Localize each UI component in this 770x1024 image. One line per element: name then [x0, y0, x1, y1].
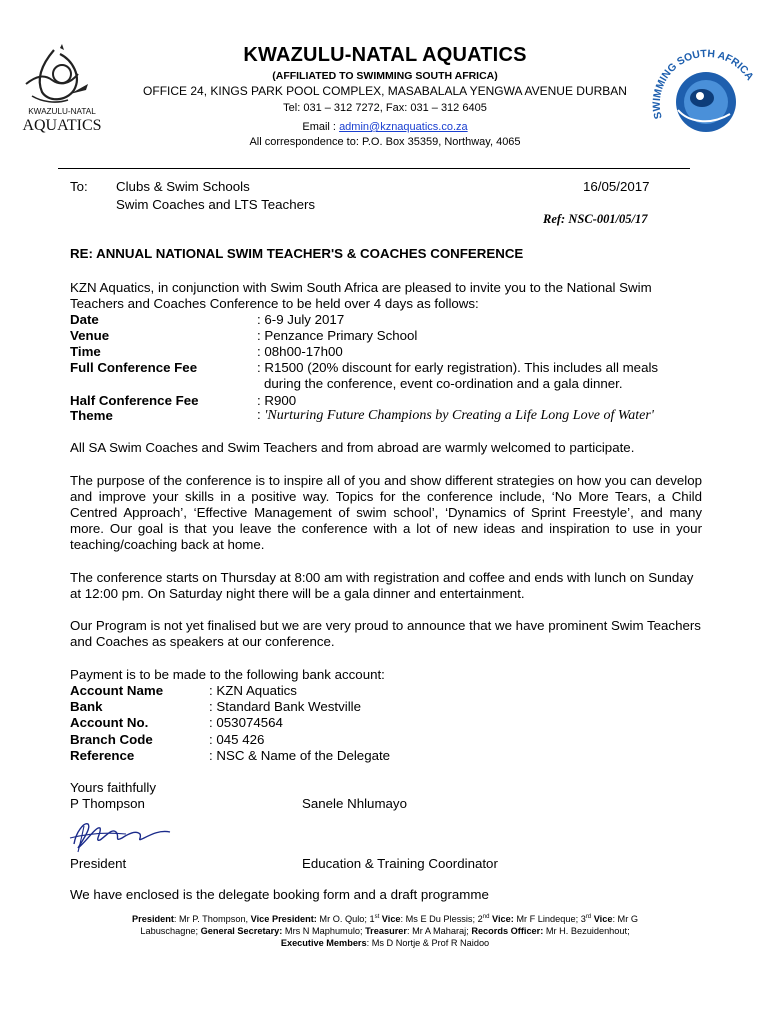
detail-half-fee-value: : R900 — [257, 393, 297, 408]
subject-line: RE: ANNUAL NATIONAL SWIM TEACHER'S & COACHES CONFERENCE — [70, 246, 524, 261]
footer-line2-start: Labuschagne; — [140, 926, 201, 936]
welcome-paragraph: All SA Swim Coaches and Swim Teachers and from abroad are warmly welcomed to participate. — [70, 440, 635, 455]
org-correspondence: All correspondence to: P.O. Box 35359, Northway, 4065 — [249, 136, 521, 148]
footer-first-sup: st — [374, 913, 380, 920]
pay-account-no-value: : 053074564 — [209, 715, 283, 730]
detail-time-label: Time — [70, 344, 101, 359]
email-link[interactable]: admin@kznaquatics.co.za — [339, 121, 468, 133]
footer-officials — [60, 913, 710, 949]
footer-exec-value: : Ms D Nortje & Prof R Naidoo — [366, 938, 490, 948]
footer-third-sup: rd — [585, 913, 592, 920]
footer-vp-value: Mr O. Qulo; 1 — [316, 914, 375, 924]
pay-account-name-label: Account Name — [70, 683, 164, 698]
signature-image — [66, 814, 176, 854]
payment-intro: Payment is to be made to the following bank account: — [70, 667, 385, 682]
footer-line-2 — [60, 925, 710, 937]
email-prefix: Email : — [302, 121, 340, 133]
footer-records-label: Records Officer: — [471, 926, 544, 936]
pay-branch-label: Branch Code — [70, 732, 153, 747]
detail-full-fee-label: Full Conference Fee — [70, 360, 198, 375]
detail-date-value: : 6-9 July 2017 — [257, 312, 345, 327]
schedule-paragraph: The conference starts on Thursday at 8:00 am with registration and coffee and ends with lunch on Sunday at 12:00 pm. On Saturday night there will be a gala dinner and entertainment. — [70, 570, 694, 601]
pay-branch-value: : 045 426 — [209, 732, 265, 747]
org-affiliation: (AFFILIATED TO SWIMMING SOUTH AFRICA) — [272, 70, 498, 82]
footer-records-value: Mr H. Bezuidenhout; — [543, 926, 630, 936]
footer-president-label: President — [132, 914, 174, 924]
footer-second-vice-value: Mr F Lindeque; 3 — [513, 914, 586, 924]
to-label: To: — [70, 179, 88, 194]
footer-line-1 — [60, 913, 710, 925]
pay-bank-value: : Standard Bank Westville — [209, 699, 362, 714]
detail-venue-label: Venue — [70, 328, 110, 343]
footer-first-vice-label: Vice — [379, 914, 401, 924]
detail-full-fee-value-cont: during the conference, event co-ordination and a gala dinner. — [264, 376, 623, 391]
recipient-line-2: Swim Coaches and LTS Teachers — [116, 197, 316, 212]
right-logo-text: SWIMMING SOUTH AFRICA — [650, 48, 756, 121]
enclosure-note: We have enclosed is the delegate booking form and a draft programme — [70, 887, 489, 902]
letter-reference: Ref: NSC-001/05/17 — [543, 212, 648, 226]
program-paragraph: Our Program is not yet finalised but we are very proud to announce that we have prominent Swim Teachers and Coaches as speakers at our conference. — [70, 618, 701, 649]
header-divider — [58, 168, 690, 169]
footer-president-value: : Mr P. Thompson, — [173, 914, 251, 924]
footer-second-sup: nd — [482, 913, 490, 920]
footer-third-vice-label: Vice — [591, 914, 613, 924]
signer2-name: Sanele Nhlumayo — [302, 796, 407, 811]
pay-account-no-label: Account No. — [70, 715, 149, 730]
footer-third-vice-value: : Mr G — [612, 914, 638, 924]
pay-reference-value: : NSC & Name of the Delegate — [209, 748, 391, 763]
org-title: KWAZULU-NATAL AQUATICS — [243, 44, 527, 66]
left-logo-line1: KWAZULU-NATAL — [28, 107, 96, 116]
org-email-line — [0, 121, 770, 133]
pay-reference-label: Reference — [70, 748, 135, 763]
footer-first-vice-value: : Ms E Du Plessis; 2 — [400, 914, 483, 924]
footer-gen-sec-label: General Secretary: — [200, 926, 283, 936]
footer-exec-label: Executive Members — [280, 938, 367, 948]
pay-account-name-value: : KZN Aquatics — [209, 683, 297, 698]
detail-half-fee-label: Half Conference Fee — [70, 393, 199, 408]
footer-treasurer-value: : Mr A Maharaj; — [406, 926, 472, 936]
detail-full-fee-value: : R1500 (20% discount for early registration). This includes all meals — [257, 360, 659, 375]
detail-theme-value-row: : 'Nurturing Future Champions by Creating a Life Long Love of Water' — [257, 407, 654, 423]
letter-date: 16/05/2017 — [583, 179, 650, 194]
footer-line-3 — [60, 937, 710, 949]
footer-vp-label: Vice President: — [250, 914, 317, 924]
closing: Yours faithfully — [70, 780, 156, 795]
detail-date-label: Date — [70, 312, 99, 327]
pay-bank-label: Bank — [70, 699, 103, 714]
detail-theme-value: 'Nurturing Future Champions by Creating a Life Long Love of Water' — [264, 408, 654, 423]
footer-treasurer-label: Treasurer — [365, 926, 407, 936]
footer-second-vice-label: Vice: — [489, 914, 514, 924]
detail-theme-label: Theme — [70, 408, 113, 423]
signer1-name: P Thompson — [70, 796, 145, 811]
org-telephone: Tel: 031 – 312 7272, Fax: 031 – 312 6405 — [283, 102, 487, 114]
org-address: OFFICE 24, KINGS PARK POOL COMPLEX, MASABALALA YENGWA AVENUE DURBAN — [143, 84, 627, 98]
detail-time-value: : 08h00-17h00 — [257, 344, 343, 359]
intro-paragraph: KZN Aquatics, in conjunction with Swim South Africa are pleased to invite you to the National Swim Teachers and Coaches Conference to be held over 4 days as follows: — [70, 280, 652, 311]
signer1-title: President — [70, 856, 127, 871]
recipient-line-1: Clubs & Swim Schools — [116, 179, 250, 194]
left-logo-line2: AQUATICS — [22, 117, 102, 134]
purpose-paragraph: The purpose of the conference is to inspire all of you and show different strategies on how you can develop and improve your skills in a positive way. Topics for the conference include, ‘No More Tears, a Child Centred Approach’, ‘Effective Management of swim school’, ‘Dynamics of Sprint Freestyle’, and many more. Our goal is that you leave the conference with a lot of new ideas and inspiration to use in your teaching/coaching back at home. — [70, 473, 702, 552]
detail-venue-value: : Penzance Primary School — [257, 328, 418, 343]
signer2-title: Education & Training Coordinator — [302, 856, 498, 871]
footer-gen-sec-value: Mrs N Maphumulo; — [282, 926, 366, 936]
